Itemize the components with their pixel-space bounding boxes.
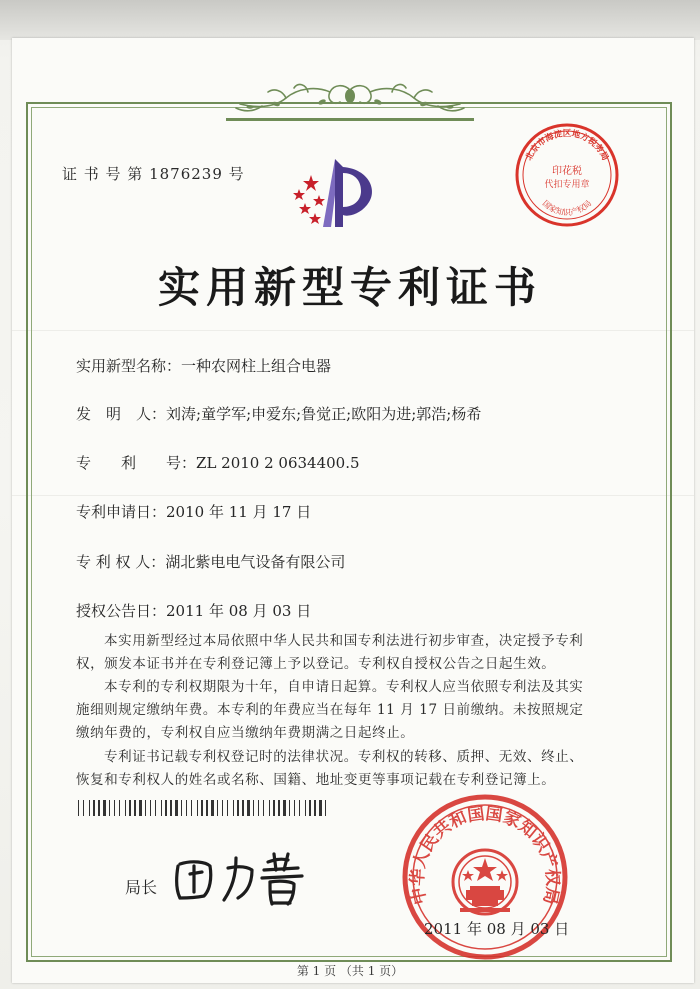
barcode-bar — [139, 800, 142, 816]
field-value: ZL 2010 2 0634400.5 — [196, 454, 360, 472]
body-paragraph-2: 本专利的专利权期限为十年，自申请日起算。专利权人应当依照专利法及其实施细则规定缴纳年费。本专利的年费应当在每年 11 月 17 日前缴纳。未按照规定缴纳年费的，专利权自应当缴纳年费期满之日起终止。 — [76, 679, 584, 741]
field-label: 专 利 权 人： — [76, 553, 166, 571]
barcode-bar — [314, 800, 316, 816]
tax-stamp-seal — [512, 120, 622, 230]
barcode-bar — [186, 800, 187, 816]
field-value: 湖北紫电电气设备有限公司 — [165, 553, 346, 571]
barcode-bar — [227, 800, 228, 816]
svg-text:国家知识产权局 — [541, 199, 594, 217]
barcode-bar — [305, 800, 306, 816]
scan-top-edge — [0, 0, 700, 40]
barcode-bar — [242, 800, 244, 816]
barcode-bar — [109, 800, 110, 816]
barcode-bar — [89, 800, 90, 816]
barcode-bar — [98, 800, 100, 816]
barcode-bar — [206, 800, 208, 816]
barcode-bar — [161, 800, 162, 816]
field-value: 2010 年 11 月 17 日 — [166, 503, 312, 521]
field-value: 刘涛;童学军;申爱东;鲁觉正;欧阳为进;郭浩;杨希 — [166, 405, 482, 423]
barcode-bar — [269, 800, 270, 816]
barcode-bar — [309, 800, 311, 816]
field-label: 实用新型名称： — [76, 357, 182, 375]
grant-date: 2011 年 08 月 03 日 — [424, 920, 570, 938]
barcode-bar — [175, 800, 178, 816]
barcode-bar — [165, 800, 167, 816]
barcode-bar — [222, 800, 223, 816]
barcode-bar — [289, 800, 290, 816]
barcode-bar — [93, 800, 95, 816]
tax-stamp-center-line2: 代扣专用章 — [544, 180, 590, 190]
barcode-bar — [114, 800, 115, 816]
director-signature — [170, 848, 330, 908]
barcode-bar — [258, 800, 259, 816]
barcode-bar — [217, 800, 218, 816]
barcode-bar — [197, 800, 198, 816]
field-label: 发 明 人： — [76, 405, 167, 423]
seal-ring-text: 中华人民共和国国家知识产权局 — [407, 803, 563, 907]
body-paragraph-3: 专利证书记载专利权登记时的法律状况。专利权的转移、质押、无效、终止、恢复和专利权人的姓名或名称、国籍、地址变更等事项记载在专利登记簿上。 — [76, 749, 584, 788]
barcode-bar — [273, 800, 275, 816]
barcode-bar — [299, 800, 300, 816]
national-emblem-icon — [453, 850, 517, 914]
floral-ornament-icon — [226, 82, 474, 126]
barcode-bar — [119, 800, 120, 816]
barcode-bar — [155, 800, 156, 816]
barcode-bar — [145, 800, 146, 816]
body-paragraph-1: 本实用新型经过本局依照中华人民共和国专利法进行初步审查，决定授予专利权，颁发本证书并在专利登记簿上予以登记。专利权自授权公告之日起生效。 — [76, 633, 584, 672]
barcode-bar — [170, 800, 172, 816]
field-label: 专 利 号： — [76, 454, 197, 472]
field-announcement-date — [76, 600, 311, 621]
certificate-number: 证 书 号 第 1876239 号 — [62, 165, 245, 183]
field-label: 专利申请日： — [76, 503, 167, 521]
tax-stamp-bottom-text: 国家知识产权局 — [540, 198, 594, 217]
barcode-bar — [211, 800, 214, 816]
barcode-bar — [325, 800, 326, 816]
certificate-title: 实用新型专利证书 — [157, 263, 542, 312]
barcode-bar — [233, 800, 234, 816]
barcode-bar — [150, 800, 151, 816]
barcode-bar — [247, 800, 250, 816]
tax-stamp-ring-text: 北京市海淀区地方税务局 — [524, 129, 610, 163]
barcode-bar — [253, 800, 254, 816]
field-value: 2011 年 08 月 03 日 — [166, 602, 312, 620]
field-patent-number — [76, 452, 360, 473]
barcode-bar — [294, 800, 295, 816]
director-title-label: 局长 — [125, 878, 158, 897]
field-value: 一种农网柱上组合电器 — [181, 357, 332, 375]
barcode-bar — [181, 800, 182, 816]
barcode-bar — [134, 800, 136, 816]
field-inventors — [76, 403, 481, 424]
barcode-bar — [129, 800, 131, 816]
barcode-bar — [83, 800, 84, 816]
barcode-bar — [103, 800, 106, 816]
barcode-bar — [125, 800, 126, 816]
barcode-bar — [319, 800, 322, 816]
field-patentee — [76, 551, 345, 572]
certificate-border-inner — [31, 107, 667, 957]
tax-stamp-center-line1: 印花税 — [552, 166, 582, 177]
cnipa-emblem-icon — [283, 155, 383, 233]
barcode-bar — [191, 800, 192, 816]
field-filing-date — [76, 501, 311, 522]
field-utility-model-name — [76, 355, 331, 376]
page-footer: 第 1 页 （共 1 页） — [296, 964, 404, 978]
barcode-bar — [237, 800, 239, 816]
barcode-bar — [283, 800, 286, 816]
barcode-bar — [201, 800, 203, 816]
barcode-bar — [78, 800, 79, 816]
barcode — [78, 800, 330, 816]
barcode-bar — [263, 800, 264, 816]
barcode-bar — [278, 800, 280, 816]
field-label: 授权公告日： — [76, 602, 167, 620]
